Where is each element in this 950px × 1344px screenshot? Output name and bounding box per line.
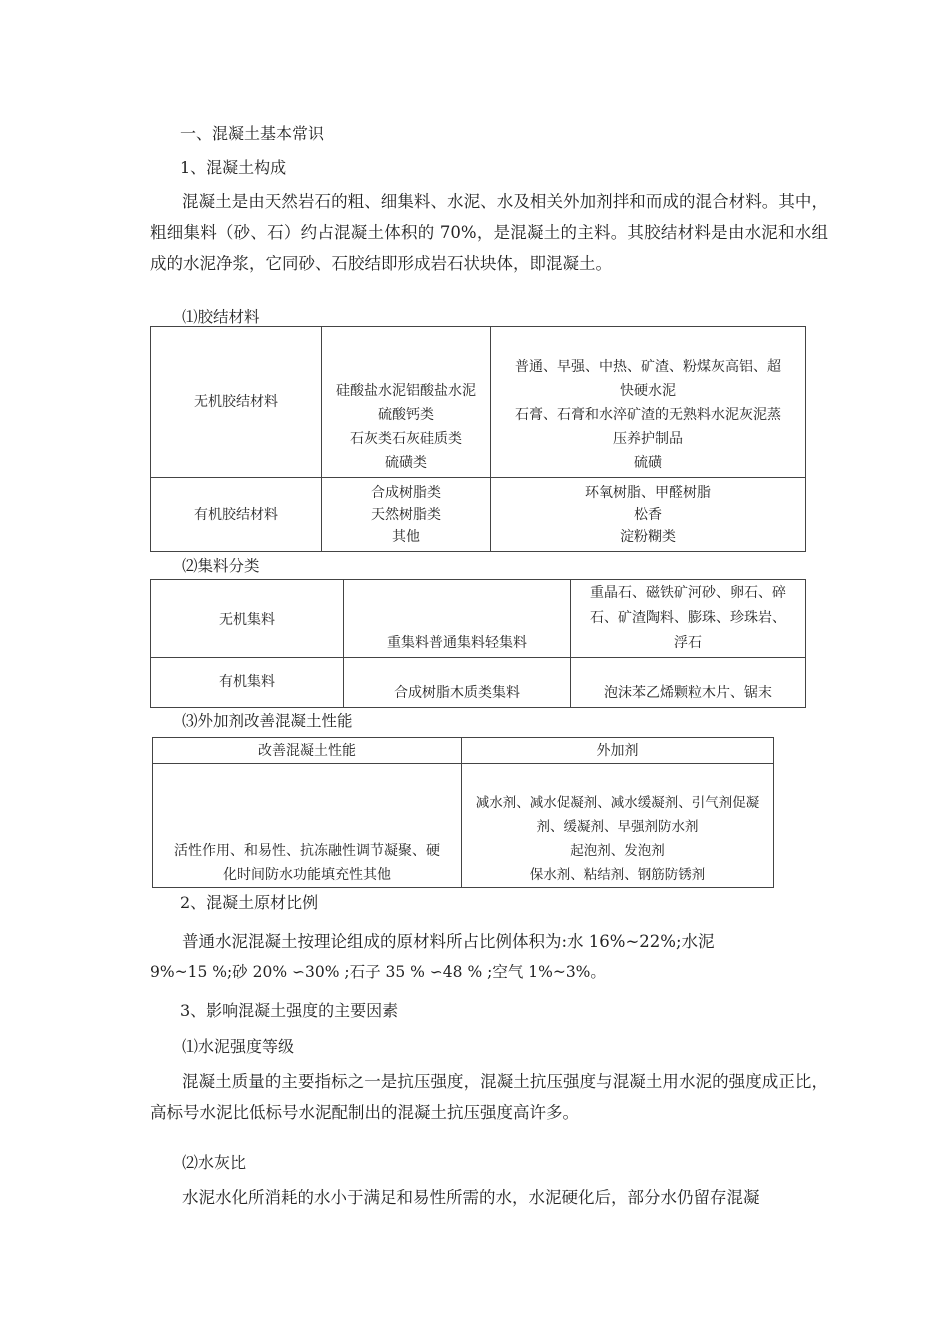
table-cell: 泡沫苯乙烯颗粒木片、锯末 [571, 658, 806, 708]
ratio-line-1: 普通水泥混凝土按理论组成的原材料所占比例体积为:水 16%~22%;水泥 [182, 932, 715, 951]
table-row [151, 327, 806, 478]
factor-heading-water-cement-ratio: ⑵水灰比 [182, 1153, 247, 1172]
table-caption-aggregates: ⑵集料分类 [182, 557, 260, 575]
table-cell: 无机集料 [151, 580, 344, 658]
aggregate-table [150, 579, 806, 708]
factor-heading-cement-grade: ⑴水泥强度等级 [182, 1037, 295, 1056]
subsection-heading-ratio: 2、混凝土原材比例 [180, 893, 319, 912]
table-cell: 重晶石、磁铁矿河砂、卵石、碎 石、矿渣陶料、膨珠、珍珠岩、 浮石 [571, 580, 806, 658]
table-cell: 重集料普通集料轻集料 [344, 580, 571, 658]
table-header-cell: 改善混凝土性能 [153, 738, 462, 764]
table-row [151, 580, 806, 658]
paragraph-composition: 混凝土是由天然岩石的粗、细集料、水泥、水及相关外加剂拌和而成的混合材料。其中，粗细集料（砂、石）约占混凝土体积的 70%，是混凝土的主料。其胶结材料是由水泥和水组成的水泥净浆，它同砂、石胶结即形成岩石状块体，即混凝土。 [150, 192, 828, 273]
section-heading: 一、混凝土基本常识 [180, 124, 325, 143]
paragraph-cement-grade: 混凝土质量的主要指标之一是抗压强度，混凝土抗压强度与混凝土用水泥的强度成正比，高标号水泥比低标号水泥配制出的混凝土抗压强度高许多。 [150, 1072, 828, 1122]
table-cell: 活性作用、和易性、抗冻融性调节凝聚、硬 化时间防水功能填充性其他 [153, 764, 462, 888]
table-header-row [153, 738, 774, 764]
table-row [153, 764, 774, 888]
table-caption-admixtures: ⑶外加剂改善混凝土性能 [182, 712, 353, 730]
table-cell: 减水剂、减水促凝剂、减水缓凝剂、引气剂促凝 剂、缓凝剂、早强剂防水剂 起泡剂、发泡剂 保水剂、粘结剂、钢筋防锈剂 [462, 764, 774, 888]
table-cell: 合成树脂木质类集料 [344, 658, 571, 708]
table-header-cell: 外加剂 [462, 738, 774, 764]
binder-table [150, 326, 806, 552]
table-cell: 有机集料 [151, 658, 344, 708]
table-cell: 环氧树脂、甲醛树脂 松香 淀粉糊类 [491, 478, 806, 552]
ratio-line-2: 9%~15 %;砂 20% ∽30% ;石子 35 % ∽48 % ;空气 1%~3%。 [150, 963, 606, 981]
table-cell: 无机胶结材料 [151, 327, 322, 478]
table-row [151, 658, 806, 708]
subsection-heading-strength: 3、影响混凝土强度的主要因素 [180, 1001, 399, 1020]
table-cell: 普通、早强、中热、矿渣、粉煤灰高铝、超 快硬水泥 石膏、石膏和水淬矿渣的无熟料水泥灰泥蒸 压养护制品 硫磺 [491, 327, 806, 478]
table-cell: 硅酸盐水泥铝酸盐水泥 硫酸钙类 石灰类石灰硅质类 硫磺类 [322, 327, 491, 478]
subsection-heading-composition: 1、混凝土构成 [180, 158, 287, 177]
table-cell: 有机胶结材料 [151, 478, 322, 552]
paragraph-water-cement-ratio: 水泥水化所消耗的水小于满足和易性所需的水，水泥硬化后，部分水仍留存混凝 [182, 1188, 760, 1207]
admixture-table [152, 737, 774, 888]
table-cell: 合成树脂类 天然树脂类 其他 [322, 478, 491, 552]
table-caption-binders: ⑴胶结材料 [182, 308, 260, 326]
table-row [151, 478, 806, 552]
